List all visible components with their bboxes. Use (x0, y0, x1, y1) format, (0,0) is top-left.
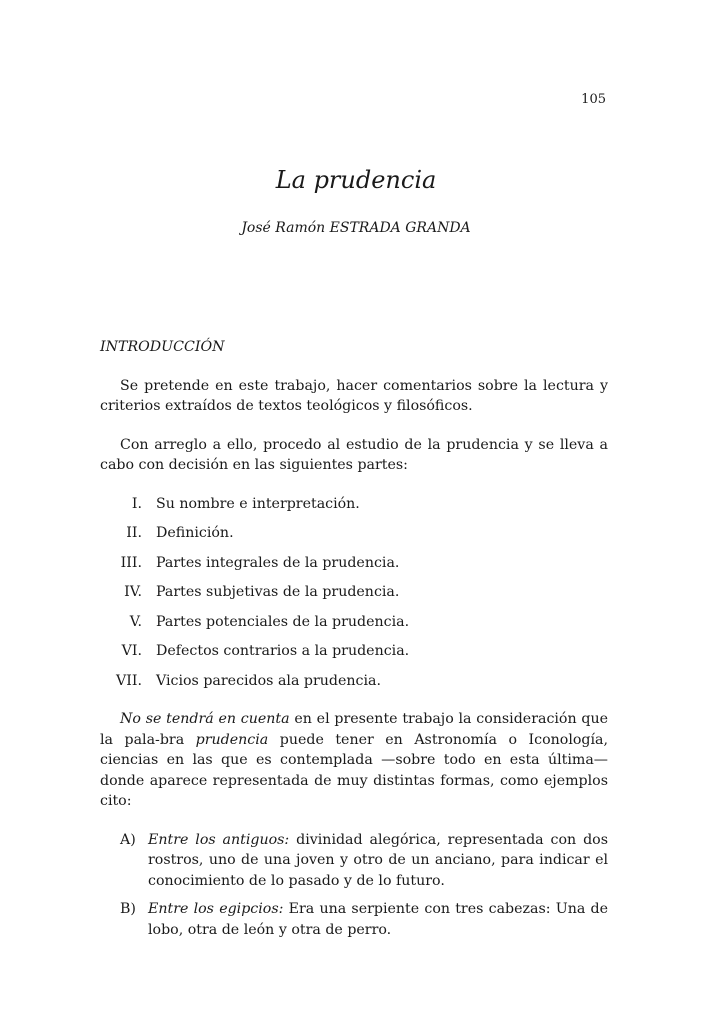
author-name: José Ramón ESTRADA GRANDA (241, 220, 471, 236)
parts-list (100, 494, 608, 692)
list-item (100, 553, 608, 574)
section-heading: INTRODUCCIÓN (100, 339, 225, 355)
list-item (100, 641, 608, 662)
list-item-number: V. (129, 613, 142, 630)
list-item (100, 899, 608, 940)
list-item-letter: A) (120, 831, 136, 848)
list-item-text: Su nombre e interpretación. (156, 495, 360, 512)
list-item-text: Partes potenciales de la prudencia. (156, 613, 410, 630)
paragraph-arrangement: Con arreglo a ello, procedo al estudio de la prudencia y se lleva a cabo con decisión en las siguientes partes: (100, 436, 608, 473)
emphasis-text: Entre los egipcios: (148, 901, 284, 917)
list-item-text: Definición. (156, 525, 234, 541)
page-number: 105 (581, 92, 606, 107)
list-item-letter: B) (120, 901, 136, 917)
list-item-number: VI. (121, 643, 142, 659)
list-item (100, 582, 608, 603)
list-item-number: II. (126, 525, 142, 541)
list-item-text: Vicios parecidos ala prudencia. (156, 672, 381, 689)
list-item-text (148, 899, 608, 940)
emphasis-text: prudencia (195, 731, 269, 748)
list-item-text: Defectos contrarios a la prudencia. (156, 643, 410, 659)
list-item-number: VII. (116, 672, 142, 689)
list-item-text: Partes subjetivas de la prudencia. (156, 584, 400, 600)
list-item (100, 671, 608, 692)
paragraph-intro: Se pretende en este trabajo, hacer comentarios sobre la lectura y criterios extraídos de textos teológicos y filosóficos. (100, 377, 608, 414)
list-item (100, 612, 608, 633)
page-title: La prudencia (275, 166, 437, 194)
examples-list (100, 830, 608, 941)
list-item-text: Partes integrales de la prudencia. (156, 554, 400, 571)
document-body (100, 337, 608, 948)
emphasis-text: Entre los antiguos: (148, 831, 290, 848)
emphasis-text: No se tendrá en cuenta (120, 711, 290, 727)
list-item (100, 523, 608, 544)
example-text: divinidad alegórica, representada con dos rostros, uno de una joven y otro de un anciano, para indicar el conocimiento de lo pasado y de lo futuro. (148, 831, 608, 889)
list-item-number: I. (131, 495, 142, 512)
list-item-text (148, 830, 608, 892)
paragraph-text: en el presente trabajo la consideración que la pala-bra (100, 711, 608, 748)
list-item-number: III. (120, 554, 142, 571)
paragraph-text: puede tener en Astronomía o Iconología, ciencias en las que es contemplada —sobre todo en esta última— donde aparece representada de muy distintas formas, como ejemplos cito: (100, 731, 608, 809)
list-item (100, 494, 608, 515)
list-item (100, 830, 608, 892)
paragraph-iconology (100, 709, 608, 812)
list-item-number: IV. (124, 584, 142, 600)
example-text: Era una serpiente con tres cabezas: Una de lobo, otra de león y otra de perro. (148, 901, 609, 938)
